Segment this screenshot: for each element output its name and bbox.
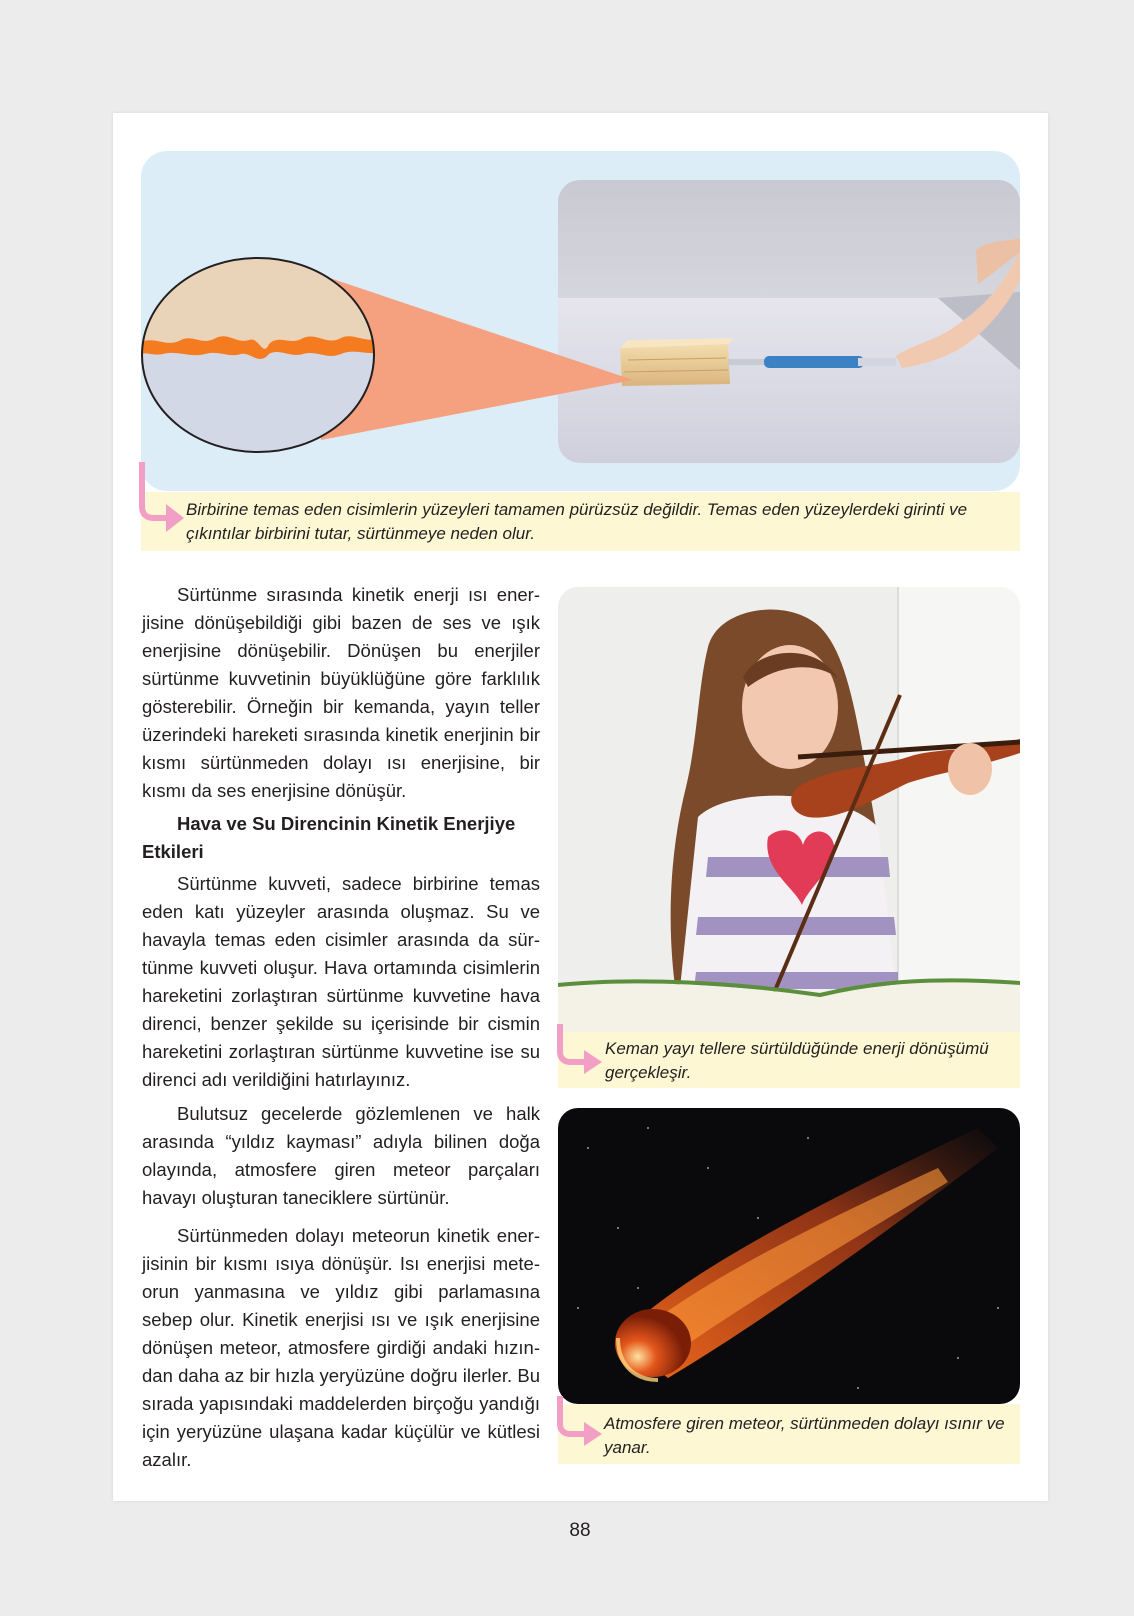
body-column-lower (142, 1100, 540, 1480)
body-column-upper (142, 581, 540, 811)
heading-text: Hava ve Su Direncinin Kinetik Enerjiye Etkileri (142, 813, 516, 862)
top-figure-caption: Birbirine temas eden cisimlerin yüzeyleri tamamen pürüzsüz değildir. Temas eden yüzeylerdeki girinti ve çıkıntılar birbirini tutar, sürtünmeye neden olur. (186, 500, 968, 543)
caption-pointer-arrow-icon (138, 462, 186, 540)
meteor-figure-caption: Atmosfere giren meteor, sürtünmeden dolayı ısınır ve yanar. (604, 1414, 1005, 1457)
magnified-surface-diagram (141, 230, 661, 460)
violin-caption-arrow-icon (556, 1024, 604, 1082)
page-number: 88 (569, 1520, 591, 1541)
burning-meteor-illustration (558, 1108, 1020, 1404)
paragraph-air-water-resistance: Sürtünme kuvveti, sadece birbirine temas eden katı yüzeyler arasında oluşmaz. Su ve havayla temas eden cisimler arasında da sürtünme kuvveti oluşur. Hava ortamında cisimlerin hareketini zorlaştıran sürtünme kuvvetine hava direnci, benzer şekilde su içerisinde bir cismin hareketini zorlaştıran sürtünme kuvvetine ise su direnci adı verildiğini hatırlayınız. (142, 873, 540, 1090)
paragraph-meteor-energy: Sürtünmeden dolayı meteorun kinetik enerjisinin bir kısmı ısıya dönüşür. Isı enerjisi meteorun yanmasına ve yıldız gibi parlamasına sebep olur. Kinetik enerjisi ısı ve ışık enerjisine dönüşen meteor, atmosfere girdiği andaki hızından daha az bir hızla yeryüzüne doğru ilerler. Bu sırada yapısındaki maddelerden birçoğu yandığı için yeryüzüne ulaşana kadar küçülür ve kütlesi azalır. (142, 1225, 540, 1470)
meteor-caption-arrow-icon (556, 1396, 604, 1454)
paragraph-shooting-star: Bulutsuz gecelerde gözlemlenen ve halk arasında “yıldız kayması” adıyla bilinen doğa olayında, atmosfere giren meteor parçaları havayı oluşturan taneciklere sürtünür. (142, 1103, 540, 1208)
violin-figure-caption: Keman yayı tellere sürtüldüğünde enerji dönüşümü gerçekleşir. (605, 1039, 989, 1082)
violin-player-illustration (558, 587, 1020, 1032)
violin-girl-photo (558, 587, 1020, 1032)
section-heading (142, 810, 540, 866)
body-column-middle (142, 870, 540, 1100)
paragraph-energy-conversion: Sürtünme sırasında kinetik enerji ısı enerjisine dönüşebildiği gibi bazen de ses ve ışık enerjisine dönüşebilir. Dönüşen bu enerjiler sürtünme kuvvetinin büyüklüğüne göre farklılık gösterebilir. Örneğin bir kemanda, yayın teller üzerindeki hareketi sırasında kinetik enerjinin bir kısmı sürtünmeden dolayı ısı enerjisine, bir kısmı da ses enerjisine dönüşür. (142, 584, 540, 801)
meteor-photo (558, 1108, 1020, 1404)
